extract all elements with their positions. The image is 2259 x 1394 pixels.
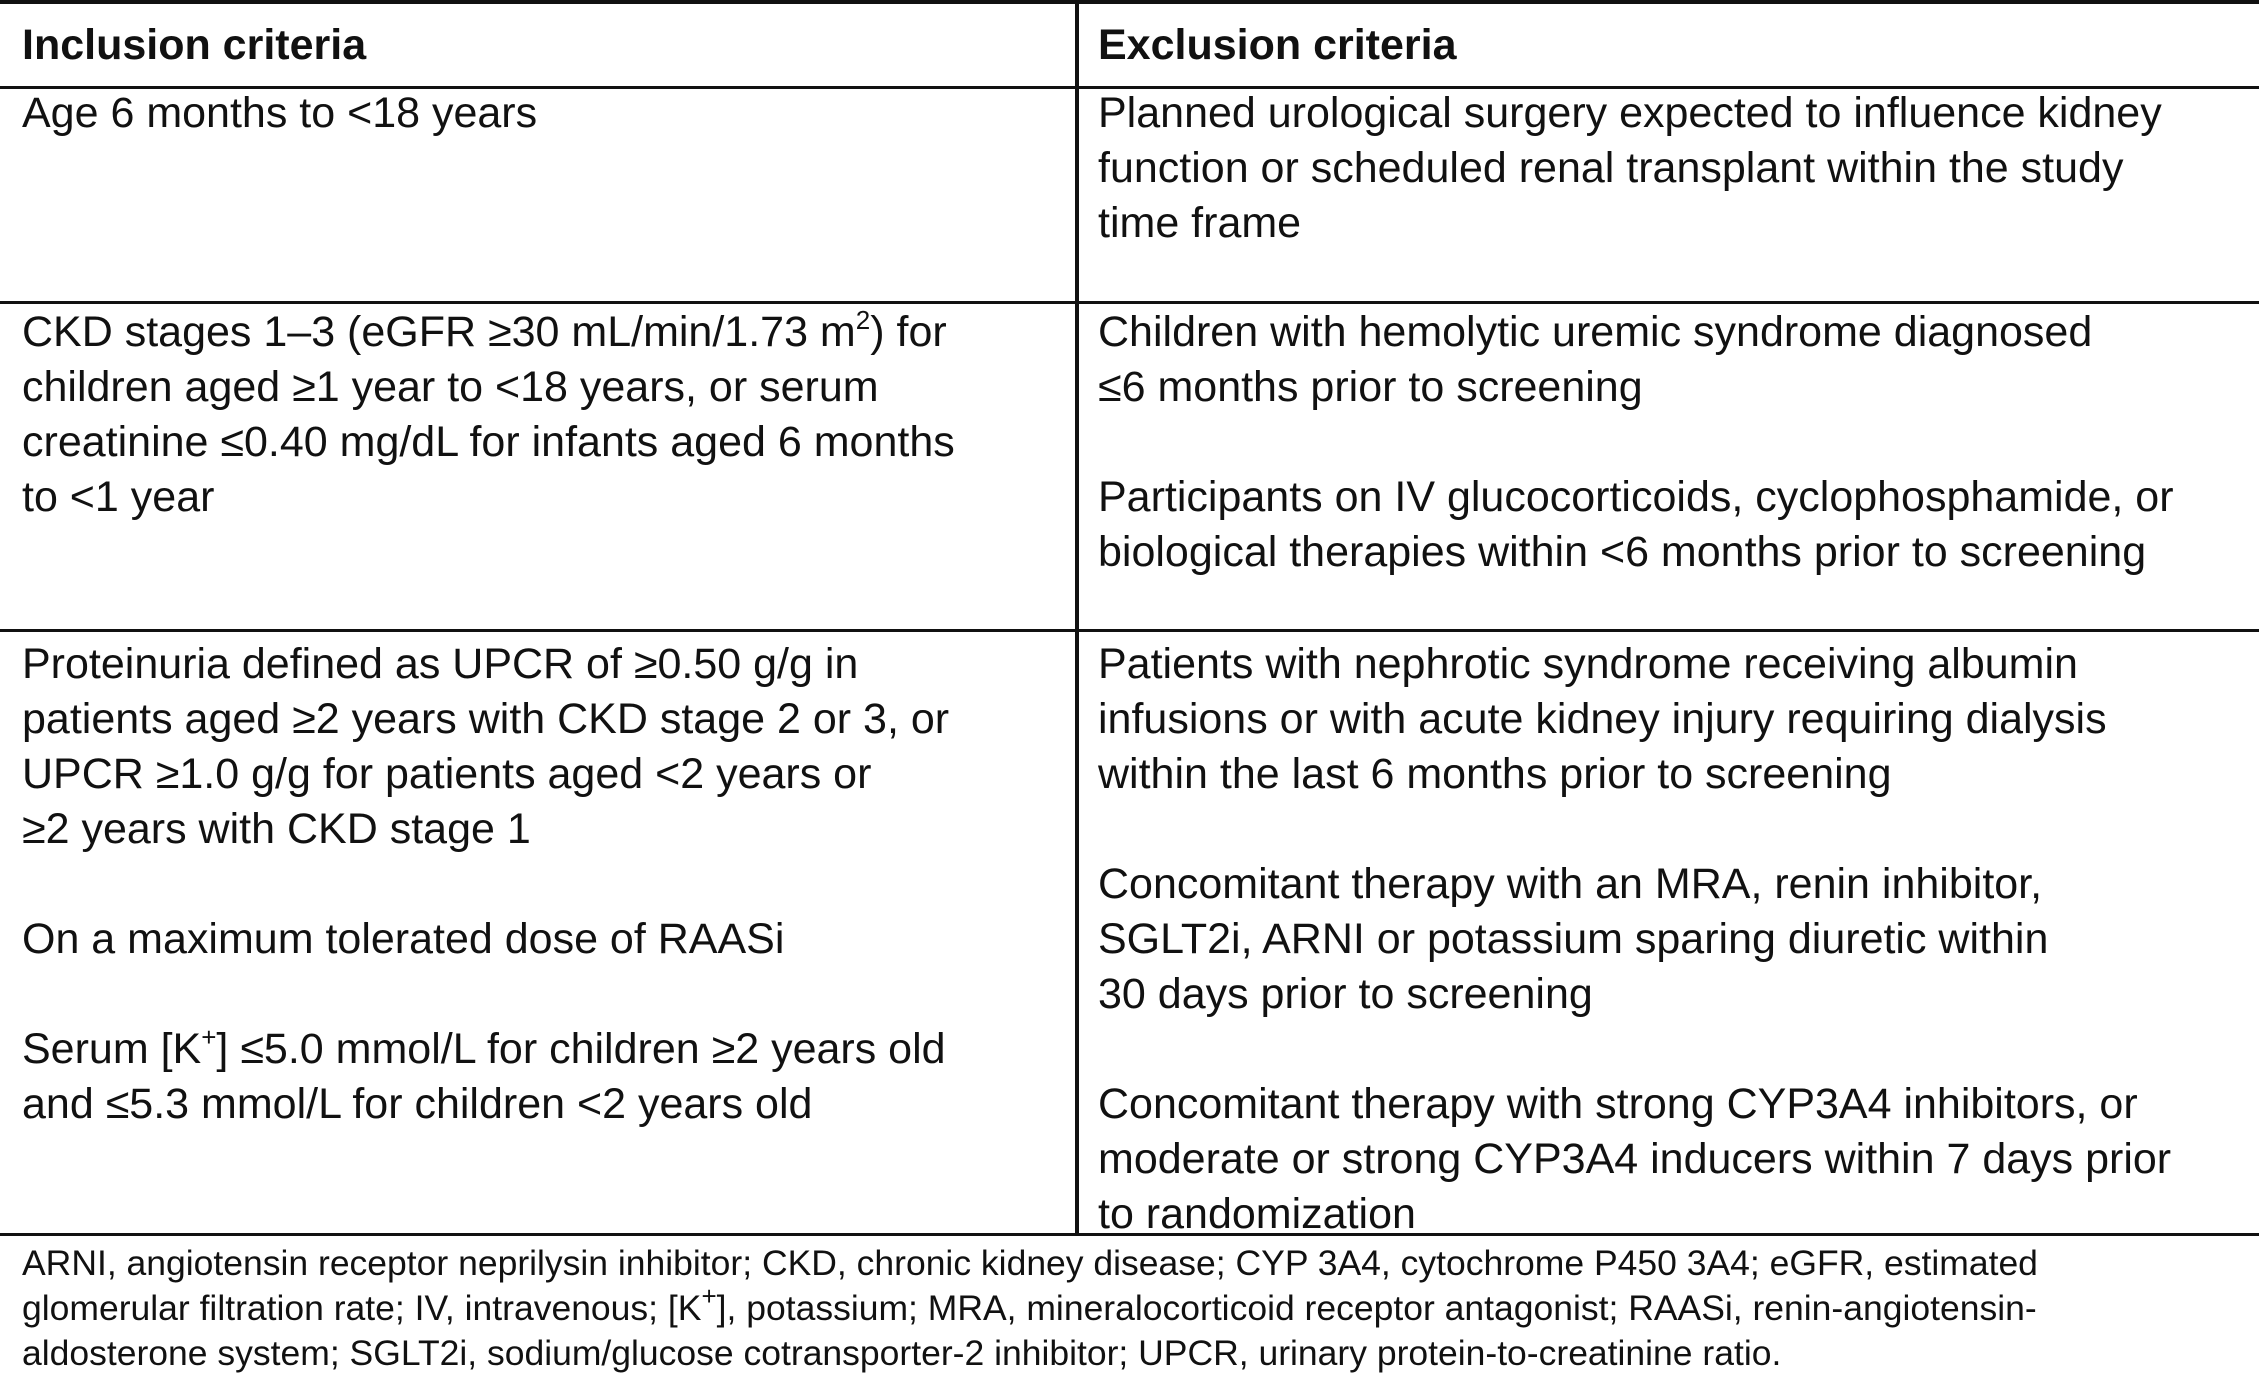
abbreviations-footnote: ARNI, angiotensin receptor neprilysin inhibitor; CKD, chronic kidney disease; CYP 3A4, cytochrome P450 3A4; eGFR, estimated glomerular filtration rate; IV, intravenous; [K+], potassium; MRA, mineralocorticoid receptor antagonist; RAASi, renin-angiotensin- aldosterone system; SGLT2i, sodium/glucose cotransporter-2 inhibitor; UPCR, urinary protein-to-creatinine ratio. (22, 1243, 2038, 1373)
exclusion-iv-glucocorticoids: Participants on IV glucocorticoids, cyclophosphamide, or biological therapies within <6 months prior to screening (1098, 473, 2174, 576)
exclusion-cyp3a4-therapy: Concomitant therapy with strong CYP3A4 inhibitors, or moderate or strong CYP3A4 inducers within 7 days prior to randomization (1098, 1080, 2172, 1238)
inclusion-proteinuria: Proteinuria defined as UPCR of ≥0.50 g/g in patients aged ≥2 years with CKD stage 2 or 3, or UPCR ≥1.0 g/g for patients aged <2 years or ≥2 years with CKD stage 1 (22, 640, 950, 853)
exclusion-nephrotic-syndrome: Patients with nephrotic syndrome receiving albumin infusions or with acute kidney injury requiring dialysis within the last 6 months prior to screening (1098, 640, 2107, 798)
row-divider-1 (0, 301, 2259, 304)
table-top-border (0, 0, 2259, 4)
inclusion-serum-potassium: Serum [K+] ≤5.0 mmol/L for children ≥2 years old and ≤5.3 mmol/L for children <2 years old (22, 1021, 946, 1128)
exclusion-hemolytic-uremic: Children with hemolytic uremic syndrome diagnosed ≤6 months prior to screening (1098, 308, 2093, 411)
inclusion-header: Inclusion criteria (22, 21, 367, 69)
row-divider-2 (0, 629, 2259, 632)
exclusion-mra-therapy: Concomitant therapy with an MRA, renin inhibitor, SGLT2i, ARNI or potassium sparing diuretic within 30 days prior to screening (1098, 860, 2049, 1018)
inclusion-age: Age 6 months to <18 years (22, 89, 538, 137)
column-divider (1075, 0, 1079, 1236)
exclusion-urological-surgery: Planned urological surgery expected to influence kidney function or scheduled renal transplant within the study time frame (1098, 89, 2162, 247)
inclusion-raasi: On a maximum tolerated dose of RAASi (22, 915, 785, 963)
exclusion-header: Exclusion criteria (1098, 21, 1457, 69)
inclusion-ckd-stages: CKD stages 1–3 (eGFR ≥30 mL/min/1.73 $m^2$) for children aged ≥1 year to <18 years, or serum creatinine ≤0.40 mg/dL for infants aged 6 months to <1 year (22, 304, 955, 521)
